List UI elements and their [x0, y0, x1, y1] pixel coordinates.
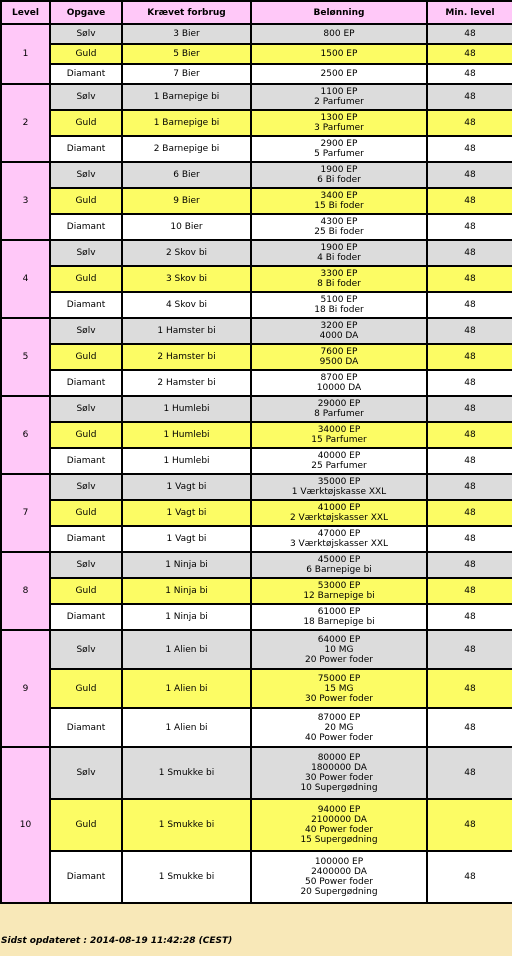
requirement-cell: 2 Skov bi [122, 240, 251, 266]
reward-cell [251, 552, 427, 578]
requirement-cell: 1 Alien bi [122, 669, 251, 708]
table-row [1, 110, 512, 136]
table-row [1, 578, 512, 604]
reward-line: 4300 EP [320, 217, 358, 227]
reward-line: 1300 EP [320, 113, 358, 123]
last-updated-text: Sidst opdateret : 2014-08-19 11:42:28 (CEST) [1, 936, 233, 946]
min-level-cell: 48 [427, 851, 512, 903]
reward-line: 25 Bi foder [314, 227, 364, 237]
reward-line: 15 Bi foder [314, 201, 364, 211]
reward-line: 30 Power foder [304, 773, 373, 783]
requirement-cell: 3 Skov bi [122, 266, 251, 292]
reward-line: 2 Parfumer [314, 97, 364, 107]
reward-line: 6 Barnepige bi [306, 565, 372, 575]
reward-line: 5100 EP [320, 295, 358, 305]
task-cell: Sølv [50, 318, 122, 344]
requirement-cell: 1 Smukke bi [122, 851, 251, 903]
min-level-cell: 48 [427, 396, 512, 422]
min-level-cell: 48 [427, 188, 512, 214]
table-row [1, 526, 512, 552]
requirement-cell: 1 Humlebi [122, 422, 251, 448]
task-cell: Sølv [50, 24, 122, 44]
reward-cell [251, 84, 427, 110]
table-row [1, 162, 512, 188]
min-level-cell: 48 [427, 669, 512, 708]
reward-cell [251, 44, 427, 64]
table-row [1, 64, 512, 84]
reward-line: 47000 EP [317, 529, 361, 539]
task-cell: Guld [50, 578, 122, 604]
reward-line: 6 Bi foder [317, 175, 361, 185]
reward-line: 1 Værktøjskasse XXL [291, 487, 387, 497]
min-level-cell: 48 [427, 214, 512, 240]
requirement-cell: 10 Bier [122, 214, 251, 240]
task-cell: Diamant [50, 526, 122, 552]
table-row [1, 370, 512, 396]
header-level: Level [1, 1, 50, 24]
min-level-cell: 48 [427, 84, 512, 110]
task-cell: Sølv [50, 240, 122, 266]
reward-cell [251, 578, 427, 604]
requirement-cell: 1 Alien bi [122, 708, 251, 747]
reward-line: 20 Supergødning [300, 887, 378, 897]
min-level-cell: 48 [427, 44, 512, 64]
reward-cell [251, 136, 427, 162]
requirement-cell: 5 Bier [122, 44, 251, 64]
reward-cell [251, 474, 427, 500]
table-row [1, 188, 512, 214]
table-row [1, 214, 512, 240]
requirement-cell: 1 Ninja bi [122, 578, 251, 604]
header-reward: Belønning [251, 1, 427, 24]
reward-line: 2400000 DA [311, 867, 367, 877]
reward-cell [251, 422, 427, 448]
reward-line: 2500 EP [320, 69, 358, 79]
min-level-cell: 48 [427, 344, 512, 370]
task-cell: Guld [50, 266, 122, 292]
task-cell: Diamant [50, 136, 122, 162]
reward-cell [251, 526, 427, 552]
min-level-cell: 48 [427, 292, 512, 318]
table-body [1, 24, 512, 903]
reward-cell [251, 240, 427, 266]
reward-line: 35000 EP [317, 477, 361, 487]
reward-cell [251, 396, 427, 422]
reward-line: 61000 EP [317, 607, 361, 617]
reward-cell [251, 162, 427, 188]
reward-line: 40 Power foder [304, 825, 373, 835]
header-task: Opgave [50, 1, 122, 24]
requirement-cell: 2 Barnepige bi [122, 136, 251, 162]
level-cell: 1 [1, 24, 50, 84]
reward-line: 9500 DA [319, 357, 359, 367]
reward-line: 75000 EP [317, 673, 361, 684]
requirement-cell: 1 Ninja bi [122, 604, 251, 630]
reward-line: 12 Barnepige bi [303, 591, 375, 601]
reward-line: 15 Parfumer [311, 435, 367, 445]
table-row [1, 604, 512, 630]
reward-line: 40000 EP [317, 451, 361, 461]
reward-cell [251, 799, 427, 851]
table-row [1, 552, 512, 578]
task-cell: Diamant [50, 292, 122, 318]
min-level-cell: 48 [427, 526, 512, 552]
task-cell: Guld [50, 500, 122, 526]
reward-cell [251, 604, 427, 630]
reward-line: 7600 EP [320, 347, 358, 357]
min-level-cell: 48 [427, 604, 512, 630]
task-cell: Diamant [50, 214, 122, 240]
min-level-cell: 48 [427, 708, 512, 747]
requirement-cell: 1 Vagt bi [122, 526, 251, 552]
reward-line: 8700 EP [320, 373, 358, 383]
reward-cell [251, 851, 427, 903]
requirement-cell: 4 Skov bi [122, 292, 251, 318]
requirement-cell: 2 Hamster bi [122, 370, 251, 396]
requirement-cell: 1 Smukke bi [122, 747, 251, 799]
reward-line: 30 Power foder [304, 693, 373, 704]
level-cell: 6 [1, 396, 50, 474]
reward-line: 1100 EP [320, 87, 358, 97]
reward-cell [251, 214, 427, 240]
min-level-cell: 48 [427, 162, 512, 188]
reward-line: 800 EP [323, 29, 355, 39]
reward-line: 41000 EP [317, 503, 361, 513]
reward-line: 100000 EP [314, 857, 364, 867]
task-cell: Diamant [50, 370, 122, 396]
table-header-row [1, 1, 512, 24]
task-cell: Guld [50, 669, 122, 708]
task-cell: Guld [50, 44, 122, 64]
reward-line: 80000 EP [317, 753, 361, 763]
min-level-cell: 48 [427, 266, 512, 292]
table-row [1, 344, 512, 370]
requirement-cell: 1 Alien bi [122, 630, 251, 669]
requirement-cell: 3 Bier [122, 24, 251, 44]
requirement-cell: 1 Humlebi [122, 448, 251, 474]
requirement-cell: 6 Bier [122, 162, 251, 188]
reward-line: 8 Bi foder [317, 279, 361, 289]
reward-line: 50 Power foder [304, 877, 373, 887]
table-row [1, 292, 512, 318]
reward-line: 87000 EP [317, 712, 361, 723]
min-level-cell: 48 [427, 422, 512, 448]
task-cell: Sølv [50, 396, 122, 422]
task-cell: Diamant [50, 708, 122, 747]
min-level-cell: 48 [427, 136, 512, 162]
table-row [1, 630, 512, 669]
task-cell: Diamant [50, 448, 122, 474]
task-cell: Sølv [50, 84, 122, 110]
level-cell: 9 [1, 630, 50, 747]
reward-line: 45000 EP [317, 555, 361, 565]
reward-line: 29000 EP [317, 399, 361, 409]
level-cell: 10 [1, 747, 50, 903]
level-cell: 4 [1, 240, 50, 318]
reward-line: 18 Bi foder [314, 305, 364, 315]
reward-line: 25 Parfumer [311, 461, 367, 471]
reward-cell [251, 708, 427, 747]
task-cell: Diamant [50, 64, 122, 84]
min-level-cell: 48 [427, 500, 512, 526]
table-row [1, 448, 512, 474]
reward-cell [251, 292, 427, 318]
reward-line: 53000 EP [317, 581, 361, 591]
level-cell: 3 [1, 162, 50, 240]
task-cell: Guld [50, 344, 122, 370]
table-row [1, 669, 512, 708]
reward-line: 20 MG [324, 722, 354, 733]
min-level-cell: 48 [427, 747, 512, 799]
task-cell: Guld [50, 188, 122, 214]
requirement-cell: 1 Barnepige bi [122, 84, 251, 110]
reward-line: 2900 EP [320, 139, 358, 149]
requirement-cell: 1 Vagt bi [122, 500, 251, 526]
task-cell: Diamant [50, 604, 122, 630]
table-row [1, 851, 512, 903]
task-cell: Sølv [50, 552, 122, 578]
table-row [1, 422, 512, 448]
header-requirement: Krævet forbrug [122, 1, 251, 24]
min-level-cell: 48 [427, 552, 512, 578]
reward-cell [251, 448, 427, 474]
reward-line: 5 Parfumer [314, 149, 364, 159]
reward-line: 2 Værktøjskasser XXL [289, 513, 389, 523]
level-cell: 5 [1, 318, 50, 396]
min-level-cell: 48 [427, 64, 512, 84]
reward-line: 15 Supergødning [300, 835, 378, 845]
reward-line: 4000 DA [319, 331, 359, 341]
min-level-cell: 48 [427, 578, 512, 604]
reward-cell [251, 266, 427, 292]
min-level-cell: 48 [427, 448, 512, 474]
reward-line: 94000 EP [317, 805, 361, 815]
table-row [1, 136, 512, 162]
task-cell: Guld [50, 799, 122, 851]
min-level-cell: 48 [427, 799, 512, 851]
reward-line: 1500 EP [320, 49, 358, 59]
reward-line: 8 Parfumer [314, 409, 364, 419]
reward-line: 64000 EP [317, 634, 361, 645]
reward-cell [251, 110, 427, 136]
min-level-cell: 48 [427, 630, 512, 669]
reward-cell [251, 344, 427, 370]
reward-cell [251, 188, 427, 214]
requirement-cell: 1 Vagt bi [122, 474, 251, 500]
reward-line: 1800000 DA [311, 763, 367, 773]
requirement-cell: 1 Barnepige bi [122, 110, 251, 136]
min-level-cell: 48 [427, 370, 512, 396]
task-cell: Sølv [50, 162, 122, 188]
min-level-cell: 48 [427, 474, 512, 500]
reward-line: 3 Værktøjskasser XXL [289, 539, 389, 549]
header-min-level: Min. level [427, 1, 512, 24]
level-cell: 2 [1, 84, 50, 162]
task-cell: Guld [50, 422, 122, 448]
requirement-cell: 7 Bier [122, 64, 251, 84]
reward-line: 3400 EP [320, 191, 358, 201]
reward-line: 18 Barnepige bi [303, 617, 375, 627]
reward-cell [251, 669, 427, 708]
reward-line: 2100000 DA [311, 815, 367, 825]
level-cell: 7 [1, 474, 50, 552]
reward-cell [251, 318, 427, 344]
reward-cell [251, 64, 427, 84]
reward-line: 1900 EP [320, 243, 358, 253]
table-row [1, 708, 512, 747]
table-row [1, 24, 512, 44]
table-row [1, 44, 512, 64]
level-cell: 8 [1, 552, 50, 630]
reward-line: 3200 EP [320, 321, 358, 331]
table-row [1, 240, 512, 266]
task-cell: Diamant [50, 851, 122, 903]
task-cell: Sølv [50, 630, 122, 669]
reward-line: 3 Parfumer [314, 123, 364, 133]
requirement-cell: 1 Ninja bi [122, 552, 251, 578]
reward-line: 4 Bi foder [317, 253, 361, 263]
reward-line: 3300 EP [320, 269, 358, 279]
min-level-cell: 48 [427, 110, 512, 136]
table-row [1, 266, 512, 292]
requirement-cell: 9 Bier [122, 188, 251, 214]
requirement-cell: 2 Hamster bi [122, 344, 251, 370]
reward-cell [251, 370, 427, 396]
reward-line: 10000 DA [316, 383, 362, 393]
reward-line: 10 Supergødning [300, 783, 378, 793]
reward-line: 10 MG [324, 644, 354, 655]
min-level-cell: 48 [427, 240, 512, 266]
min-level-cell: 48 [427, 24, 512, 44]
reward-cell [251, 630, 427, 669]
reward-cell [251, 747, 427, 799]
task-cell: Sølv [50, 474, 122, 500]
reward-line: 15 MG [324, 683, 354, 694]
table-row [1, 500, 512, 526]
reward-cell [251, 24, 427, 44]
table-row [1, 747, 512, 799]
task-cell: Guld [50, 110, 122, 136]
table-row [1, 396, 512, 422]
table-row [1, 84, 512, 110]
requirement-cell: 1 Hamster bi [122, 318, 251, 344]
table-row [1, 318, 512, 344]
requirement-cell: 1 Smukke bi [122, 799, 251, 851]
reward-line: 40 Power foder [304, 732, 373, 743]
table-row [1, 799, 512, 851]
requirement-cell: 1 Humlebi [122, 396, 251, 422]
reward-cell [251, 500, 427, 526]
reward-line: 34000 EP [317, 425, 361, 435]
reward-line: 1900 EP [320, 165, 358, 175]
min-level-cell: 48 [427, 318, 512, 344]
table-row [1, 474, 512, 500]
task-cell: Sølv [50, 747, 122, 799]
reward-line: 20 Power foder [304, 654, 373, 665]
